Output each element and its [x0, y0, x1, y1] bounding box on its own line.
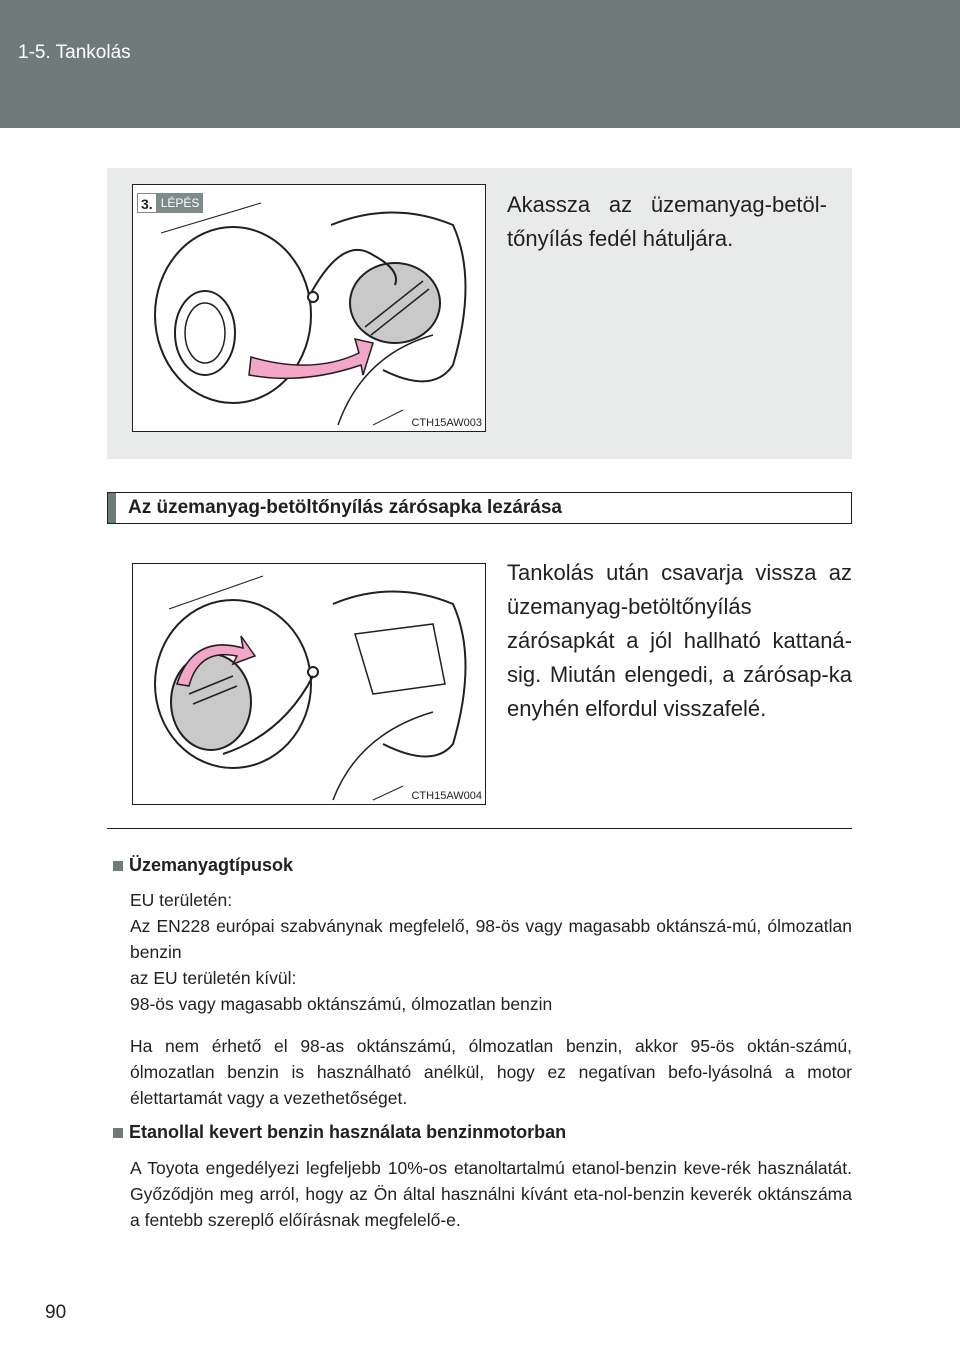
ethanol-text: A Toyota engedélyezi legfeljebb 10%-os etanoltartalmú etanol-benzin keve-rék használatát. Győződjön meg arról, hogy az Ön által használni kívánt eta-nol-benzin keverék oktánszáma a fentebb szereplő előírásnak megfelelő-e.: [130, 1158, 852, 1230]
step-word: LÉPÉS: [157, 193, 204, 213]
divider: [107, 828, 852, 829]
section-label: 1-5. Tankolás: [18, 42, 131, 63]
heading-accent-bar: [108, 493, 116, 523]
ethanol-heading: [113, 1122, 566, 1143]
non-eu-label: az EU területén kívül:: [130, 968, 297, 988]
fallback-text: Ha nem érhető el 98-as oktánszámú, ólmozatlan benzin, akkor 95-ös oktán-számú, ólmozatlan benzin is használható anélkül, hogy ez negatívan befo-lyásolná a motor élettartamát vagy a vezethetőséget.: [130, 1036, 852, 1108]
section-title: Az üzemanyag-betöltőnyílás zárósapka lezárása: [128, 497, 562, 518]
step-illustration: [132, 184, 486, 432]
section-instruction: Tankolás után csavarja vissza az üzemanyag-betöltőnyílás zárósapkát a jól hallható kattaná-sig. Miután elengedi, a zárósap-ka enyhén elfordul visszafelé.: [507, 560, 852, 721]
bullet-square-icon: [113, 861, 123, 871]
figure-code: CTH15AW004: [411, 790, 482, 802]
step-number: 3.: [137, 193, 157, 213]
eu-label: EU területén:: [130, 890, 233, 910]
non-eu-text: 98-ös vagy magasabb oktánszámú, ólmozatlan benzin: [130, 994, 553, 1014]
figure-code: CTH15AW003: [411, 417, 482, 429]
fuel-types-heading: [113, 855, 293, 876]
page-header: [0, 0, 960, 128]
fuel-types-title: Üzemanyagtípusok: [129, 855, 294, 875]
fuel-door-hook-illustration: [133, 185, 485, 431]
fuel-cap-closing-illustration: [133, 564, 485, 804]
cap-closing-illustration: [132, 563, 486, 805]
step-instruction: Akassza az üzemanyag-betöl-tőnyílás fedél hátuljára.: [507, 192, 827, 251]
step-badge: [137, 193, 203, 213]
ethanol-title: Etanollal kevert benzin használata benzinmotorban: [129, 1122, 567, 1142]
bullet-square-icon: [113, 1128, 123, 1138]
section-heading: [107, 492, 852, 524]
eu-text: Az EN228 európai szabványnak megfelelő, 98-ös vagy magasabb oktánszá-mú, ólmozatlan benzin: [130, 916, 852, 962]
page-number: 90: [45, 1302, 67, 1323]
